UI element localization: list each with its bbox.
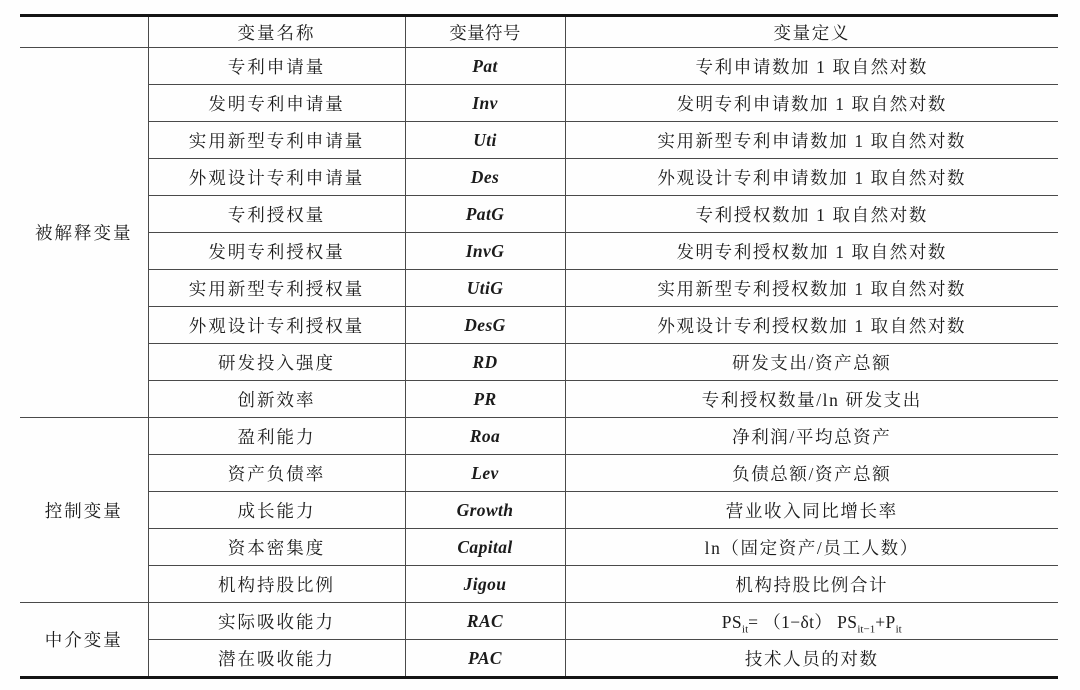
variable-definition-table	[20, 14, 1058, 679]
variable-definition-cell: 研发支出/资产总额	[565, 344, 1058, 381]
header-row	[20, 16, 1058, 48]
variable-definition-cell: 技术人员的对数	[565, 640, 1058, 678]
table-row	[20, 344, 1058, 381]
variable-symbol-cell: Growth	[405, 492, 565, 529]
variable-name-cell: 创新效率	[148, 381, 405, 418]
table-row	[20, 48, 1058, 85]
formula-subscript: it	[895, 623, 902, 635]
variable-name-cell: 潜在吸收能力	[148, 640, 405, 678]
variable-definition-cell: 专利授权数加 1 取自然对数	[565, 196, 1058, 233]
variable-name-cell: 成长能力	[148, 492, 405, 529]
variable-name-cell: 实用新型专利授权量	[148, 270, 405, 307]
variable-definition-cell: ln（固定资产/员工人数）	[565, 529, 1058, 566]
variable-symbol-cell: Uti	[405, 122, 565, 159]
variable-definition-cell: 发明专利授权数加 1 取自然对数	[565, 233, 1058, 270]
table-row	[20, 233, 1058, 270]
table-row	[20, 381, 1058, 418]
header-variable-symbol: 变量符号	[405, 16, 565, 48]
table-row	[20, 455, 1058, 492]
table-row	[20, 122, 1058, 159]
variable-symbol-cell: Des	[405, 159, 565, 196]
variable-symbol-cell: InvG	[405, 233, 565, 270]
table-row	[20, 196, 1058, 233]
table-body	[20, 48, 1058, 678]
variable-definition-cell: 外观设计专利申请数加 1 取自然对数	[565, 159, 1058, 196]
variable-symbol-cell: Capital	[405, 529, 565, 566]
table-row	[20, 159, 1058, 196]
header-variable-definition: 变量定义	[565, 16, 1058, 48]
table-row	[20, 85, 1058, 122]
variable-definition-cell: 实用新型专利申请数加 1 取自然对数	[565, 122, 1058, 159]
table-row	[20, 418, 1058, 455]
variable-symbol-cell: Jigou	[405, 566, 565, 603]
variable-definition-cell: 外观设计专利授权数加 1 取自然对数	[565, 307, 1058, 344]
variable-symbol-cell: Pat	[405, 48, 565, 85]
variable-name-cell: 外观设计专利授权量	[148, 307, 405, 344]
variable-definition-cell: 净利润/平均总资产	[565, 418, 1058, 455]
variable-definition-cell: 机构持股比例合计	[565, 566, 1058, 603]
formula-subscript: it	[742, 623, 749, 635]
category-cell: 控制变量	[20, 418, 148, 603]
category-cell: 中介变量	[20, 603, 148, 678]
variable-symbol-cell: PatG	[405, 196, 565, 233]
variable-symbol-cell: Inv	[405, 85, 565, 122]
variable-symbol-cell: Lev	[405, 455, 565, 492]
variable-definition-cell: 专利申请数加 1 取自然对数	[565, 48, 1058, 85]
variable-name-cell: 实际吸收能力	[148, 603, 405, 640]
variable-name-cell: 发明专利申请量	[148, 85, 405, 122]
category-cell: 被解释变量	[20, 48, 148, 418]
variable-symbol-cell: RD	[405, 344, 565, 381]
table-row	[20, 307, 1058, 344]
variable-symbol-cell: PR	[405, 381, 565, 418]
variable-name-cell: 研发投入强度	[148, 344, 405, 381]
variable-name-cell: 机构持股比例	[148, 566, 405, 603]
variable-name-cell: 专利授权量	[148, 196, 405, 233]
variable-name-cell: 实用新型专利申请量	[148, 122, 405, 159]
variable-symbol-cell: RAC	[405, 603, 565, 640]
variable-name-cell: 外观设计专利申请量	[148, 159, 405, 196]
variable-definition-cell: 实用新型专利授权数加 1 取自然对数	[565, 270, 1058, 307]
variable-name-cell: 发明专利授权量	[148, 233, 405, 270]
table-row	[20, 492, 1058, 529]
variable-name-cell: 资本密集度	[148, 529, 405, 566]
variable-name-cell: 专利申请量	[148, 48, 405, 85]
formula-subscript: it−1	[857, 623, 876, 635]
variable-definition-cell: 负债总额/资产总额	[565, 455, 1058, 492]
table-row	[20, 640, 1058, 678]
variable-definition-cell: 发明专利申请数加 1 取自然对数	[565, 85, 1058, 122]
variable-symbol-cell: DesG	[405, 307, 565, 344]
table-row	[20, 529, 1058, 566]
variable-name-cell: 盈利能力	[148, 418, 405, 455]
header-variable-name: 变量名称	[148, 16, 405, 48]
variable-definition-cell: 专利授权数量/ln 研发支出	[565, 381, 1058, 418]
variable-name-cell: 资产负债率	[148, 455, 405, 492]
variable-symbol-cell: UtiG	[405, 270, 565, 307]
variable-definition-cell: 营业收入同比增长率	[565, 492, 1058, 529]
variable-definition-cell: $PS_{it}= (1-\delta t)$ $PS_{it-1}+P_{it}$	[565, 603, 1058, 640]
variable-symbol-cell: Roa	[405, 418, 565, 455]
header-corner-cell	[20, 16, 148, 48]
variable-symbol-cell: PAC	[405, 640, 565, 678]
table-row	[20, 603, 1058, 640]
table-row	[20, 566, 1058, 603]
table-row	[20, 270, 1058, 307]
